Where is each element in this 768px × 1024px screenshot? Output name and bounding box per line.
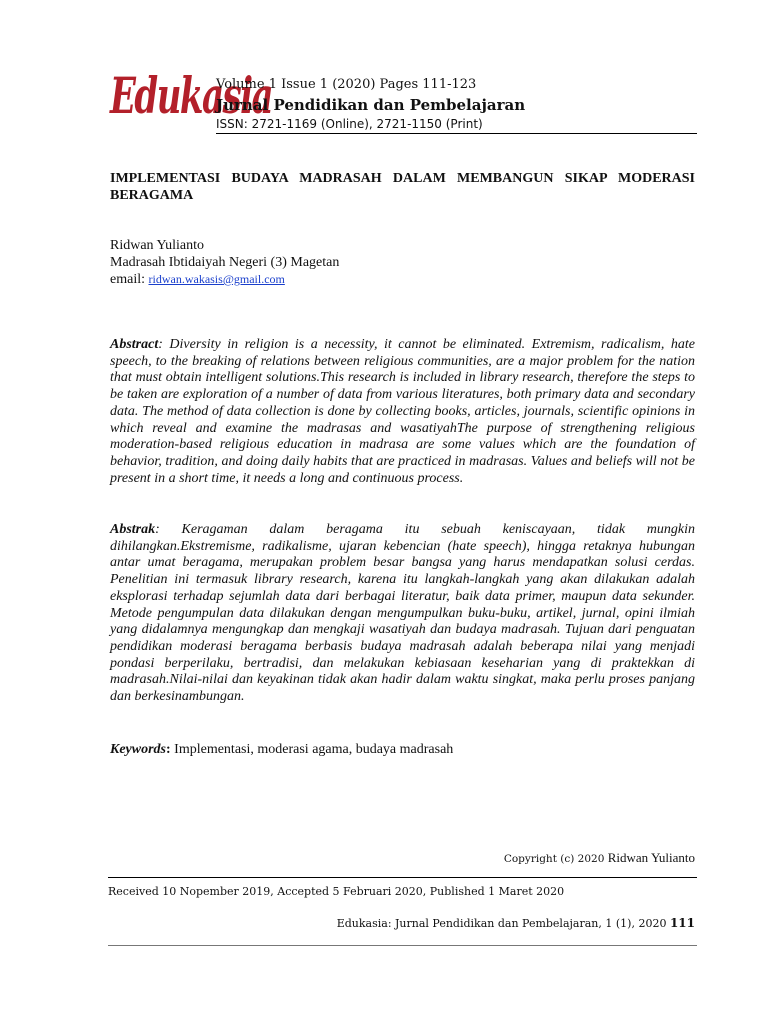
- abstrak-label: Abstrak: [110, 522, 156, 537]
- author-block: [110, 237, 339, 288]
- author-affiliation: Madrasah Ibtidaiyah Negeri (3) Magetan: [110, 255, 340, 270]
- footer-divider-bottom: [108, 945, 697, 946]
- issn-line: ISSN: 2721-1169 (Online), 2721-1150 (Print): [216, 117, 483, 131]
- abstract-english: [110, 337, 695, 487]
- journal-name: Jurnal Pendidikan dan Pembelajaran: [216, 96, 526, 114]
- keywords-line: [110, 741, 453, 758]
- email-label: email:: [110, 272, 149, 287]
- copyright-prefix: Copyright (c) 2020: [503, 853, 608, 865]
- keywords-text: Implementasi, moderasi agama, budaya madrasah: [170, 742, 454, 757]
- received-line: Received 10 Nopember 2019, Accepted 5 Februari 2020, Published 1 Maret 2020: [108, 885, 565, 898]
- volume-line: Volume 1 Issue 1 (2020) Pages 111-123: [216, 77, 477, 92]
- abstract-indonesian: [110, 522, 695, 706]
- header-divider: [216, 133, 697, 134]
- keywords-colon: :: [166, 742, 171, 757]
- keywords-label: Keywords: [110, 742, 166, 757]
- abstrak-text: : Keragaman dalam beragama itu sebuah keniscayaan, tidak mungkin dihilangkan.Ekstremisme, radikalisme, ujaran kebencian (hate speech), hingga retaknya hubungan antar umat beragama, merupakan problem besar bangsa yang harus mendapatkan solusi cerdas. Penelitian ini termasuk library research, karena itu langkah-langkah yang akan dilakukan adalah eksplorasi terhadap sejumlah data dari berbagai literatur, baik data primer, maupun data sekunder. Metode pengumpulan data dilakukan dengan mengumpulkan buku-buku, artikel, jurnal, opini ilmiah yang didalamnya mengungkap dan mengkaji wasatiyah dan budaya madrasah. Tujuan dari penguatan pendidikan moderasi beragama berbasis budaya madrasah adalah beberapa nilai yang menjadi pondasi berperilaku, bertradisi, dan melakukan kebiasaan keseharian yang di praktekkan di madrasah.Nilai-nilai dan keyakinan tidak akan hadir dalam waktu singkat, maka perlu proses panjang dan berkesinambungan.: [110, 522, 695, 705]
- paper-title: IMPLEMENTASI BUDAYA MADRASAH DALAM MEMBANGUN SIKAP MODERASI BERAGAMA: [110, 171, 695, 203]
- footer-citation: [337, 916, 695, 931]
- journal-logo: Edukasia: [110, 68, 273, 126]
- abstract-text: : Diversity in religion is a necessity, it cannot be eliminated. Extremism, radicalism, hate speech, to the breaking of relations between religious communities, are a major problem for the nation that must obtain intelligent solutions.This research is included in library research, therefore the steps to be taken are exploration of a number of data from various literatures, both primary data and secondary data. The method of data collection is done by collecting books, articles, journals, scientific opinions in which reveal and examine the madrasas and wasatiyahThe purpose of strengthening religious moderation-based religious education in madrasa are some values which are the foundation of behavior, tradition, and doing daily habits that are practiced in madrasas. Values and beliefs will not be present in a short time, it needs a long and continuous process.: [110, 337, 695, 486]
- author-name: Ridwan Yulianto: [110, 238, 204, 253]
- page-number: 111: [669, 916, 695, 930]
- journal-header: [216, 76, 525, 133]
- footer-divider-top: [108, 877, 697, 878]
- copyright-line: [504, 850, 695, 867]
- citation-text: Edukasia: Jurnal Pendidikan dan Pembelajaran, 1 (1), 2020: [336, 917, 670, 930]
- email-link[interactable]: ridwan.wakasis@gmail.com: [148, 272, 285, 286]
- copyright-holder: Ridwan Yulianto: [607, 850, 695, 865]
- abstract-label: Abstract: [110, 337, 159, 352]
- author-email-line: [110, 271, 339, 288]
